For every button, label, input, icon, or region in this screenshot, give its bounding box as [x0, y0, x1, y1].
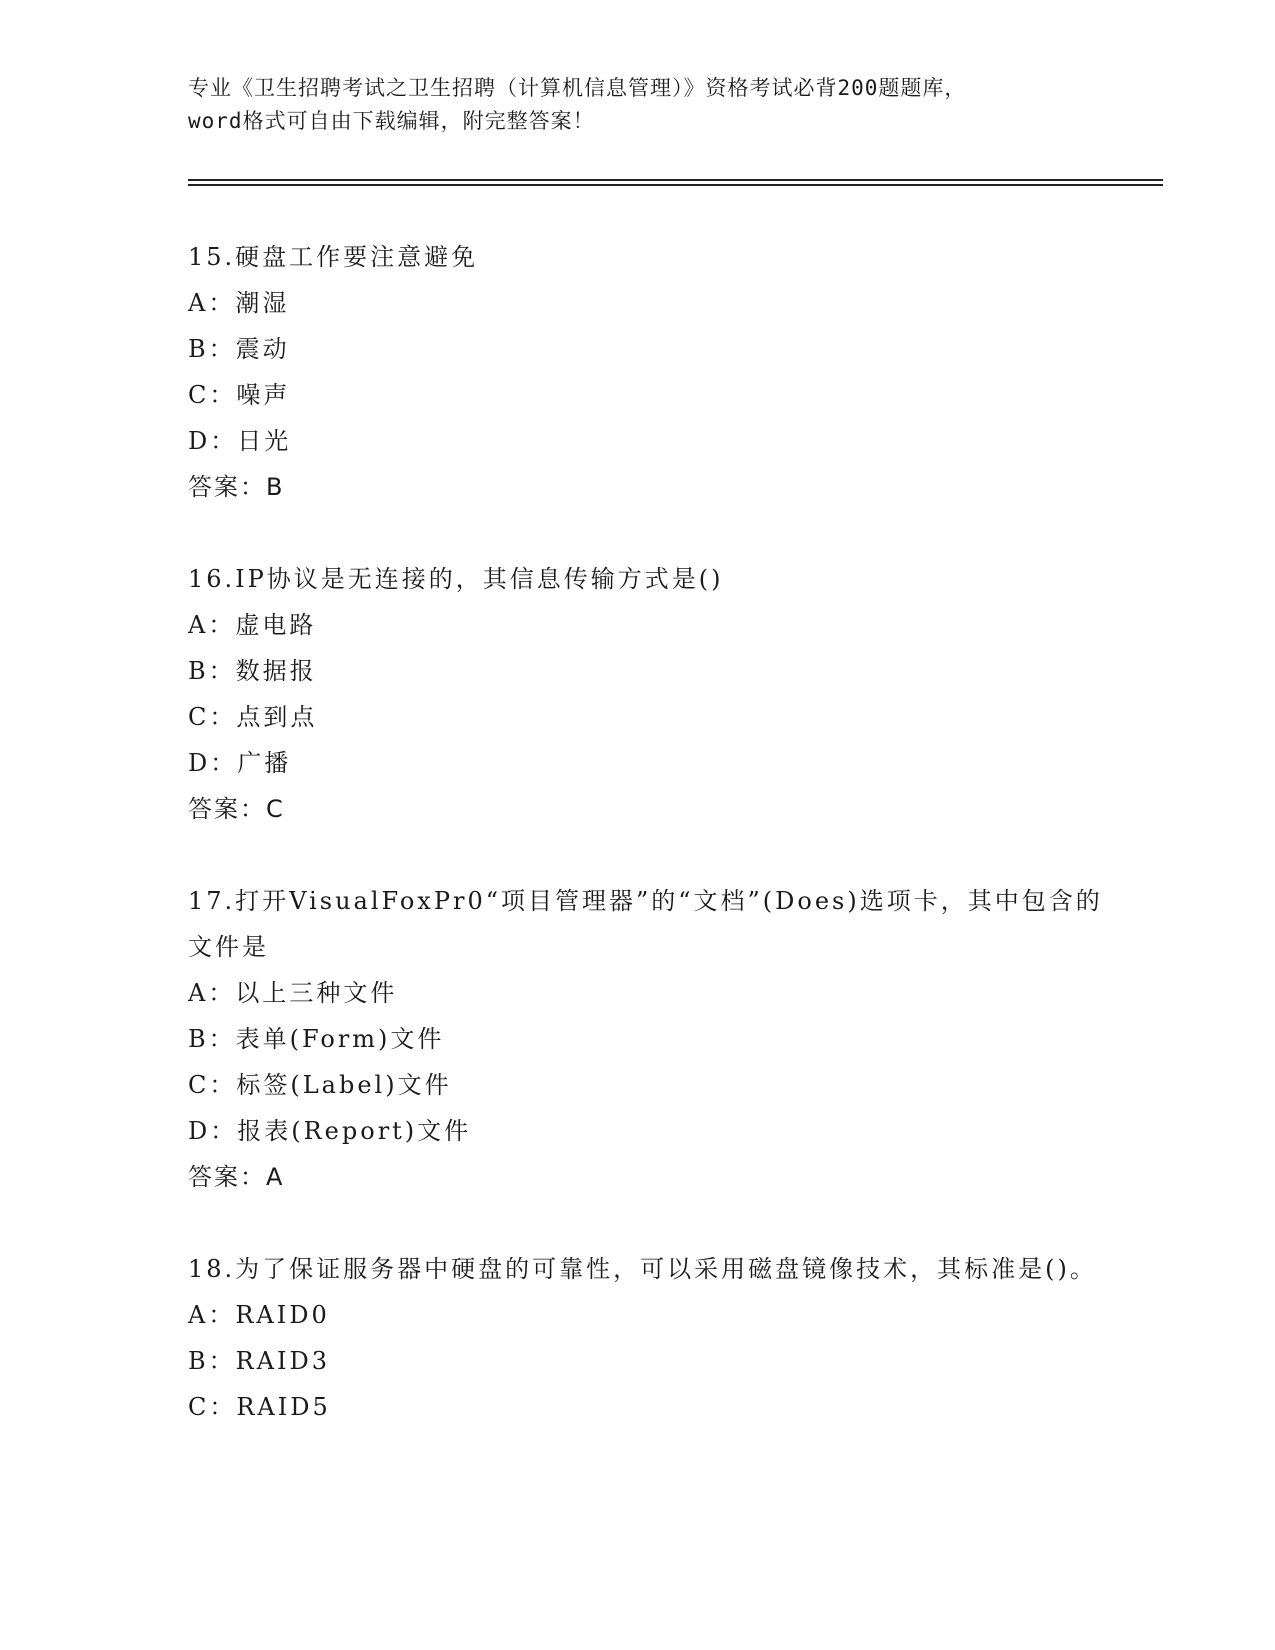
question-17	[188, 878, 1108, 1200]
option-b: B：表单(Form)文件	[188, 1025, 445, 1053]
answer-line: 答案：B	[188, 473, 285, 501]
question-16	[188, 556, 1108, 832]
option-a: A：虚电路	[188, 611, 317, 639]
document-header	[188, 72, 1108, 138]
option-c: C：RAID5	[188, 1393, 331, 1421]
answer-line: 答案：C	[188, 795, 285, 823]
question-stem: 17.打开VisualFoxPr0“项目管理器”的“文档”(Does)选项卡，其中包含的文件是	[188, 887, 1103, 961]
question-stem: 15.硬盘工作要注意避免	[188, 243, 479, 271]
header-divider-bottom	[188, 184, 1163, 186]
question-18	[188, 1246, 1108, 1430]
option-a: A：潮湿	[188, 289, 290, 317]
header-divider-top	[188, 179, 1163, 181]
header-title-line-1: 专业《卫生招聘考试之卫生招聘（计算机信息管理）》资格考试必背200题题库，	[188, 76, 967, 100]
option-c: C：噪声	[188, 381, 291, 409]
option-b: B：数据报	[188, 657, 317, 685]
option-d: D：广播	[188, 749, 292, 777]
option-b: B：RAID3	[188, 1347, 331, 1375]
option-c: C：点到点	[188, 703, 318, 731]
option-d: D：报表(Report)文件	[188, 1117, 472, 1145]
option-a: A：RAID0	[188, 1301, 330, 1329]
option-b: B：震动	[188, 335, 290, 363]
header-title-line-2: word格式可自由下载编辑，附完整答案！	[188, 109, 595, 133]
question-15	[188, 234, 1108, 510]
question-list	[188, 234, 1108, 1476]
answer-line: 答案：A	[188, 1163, 285, 1191]
option-a: A：以上三种文件	[188, 979, 398, 1007]
option-d: D：日光	[188, 427, 292, 455]
option-c: C：标签(Label)文件	[188, 1071, 452, 1099]
question-stem: 16.IP协议是无连接的，其信息传输方式是()	[188, 565, 724, 593]
question-stem: 18.为了保证服务器中硬盘的可靠性，可以采用磁盘镜像技术，其标准是()。	[188, 1255, 1097, 1283]
